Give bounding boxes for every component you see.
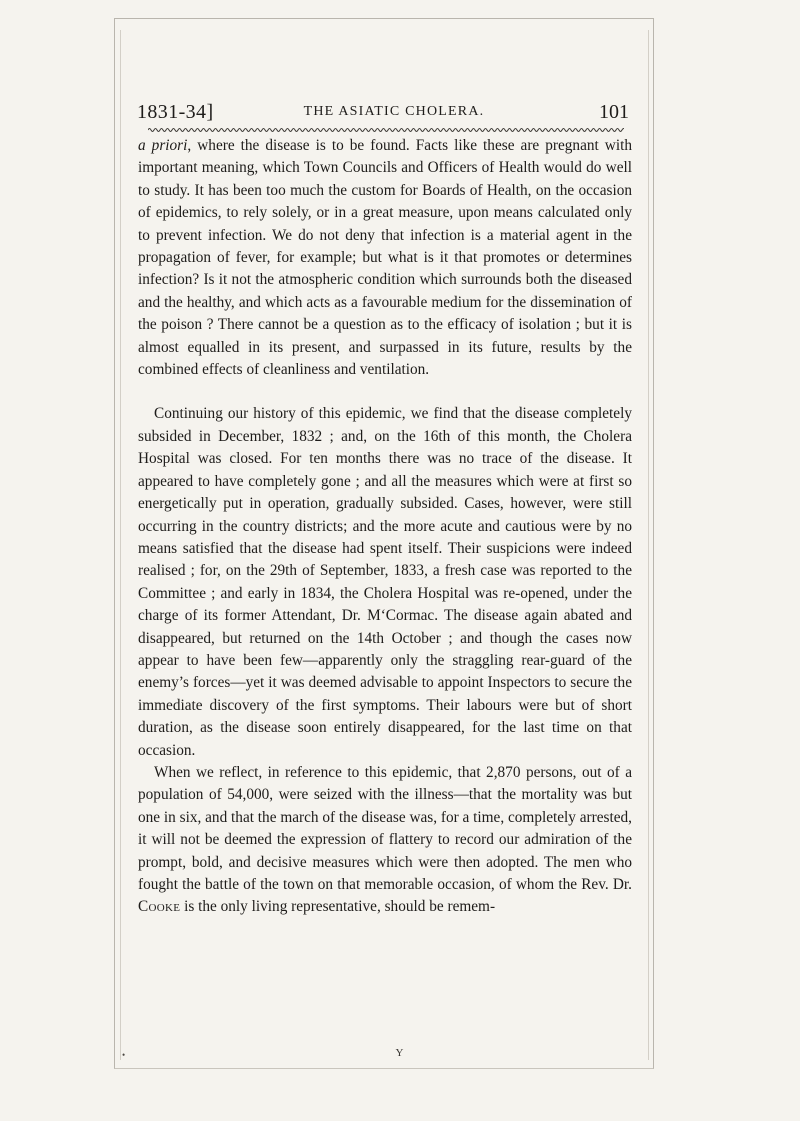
paragraph-1 [138, 135, 632, 381]
body-text [138, 135, 632, 919]
paragraph-2: Continuing our history of this epidemic, we find that the disease completely subsided in December, 1832 ; and, on the 16th of this month, the Cholera Hospital was closed. For ten months there was no trace of the disease. It appeared to have completely gone ; and all the measures which were at first so energetically put in operation, gradually subsided. Cases, however, were still occurring in the country districts; and the more acute and cautious were by no means satisfied that the disease had spent itself. Their suspicions were indeed realised ; for, on the 29th of September, 1833, a fresh case was reported to the Committee ; and early in 1834, the Cholera Hospital was re-opened, under the charge of its former Attendant, Dr. M‘Cormac. The disease again abated and disappeared, but returned on the 14th October ; and though the cases now appear to have been few—apparently only the straggling rear-guard of the enemy’s forces—yet it was deemed advisable to appoint Inspectors to secure the immediate discovery of the first symptoms. Their labours were but of short duration, as the disease soon entirely disappeared, for the last time on that occasion. [138, 405, 632, 759]
paragraph-1-italic-lead: a priori [138, 137, 188, 154]
header-wavy-rule [148, 126, 624, 134]
header-years: 1831-34] [137, 101, 214, 123]
footer-bullet: • [122, 1050, 126, 1060]
paragraph-3-text-before: When we reflect, in reference to this epidemic, that 2,870 persons, out of a population of 54,000, were seized with the illness—that the mortality was but one in six, and that the march of the disease was, for a time, completely arrested, it will not be deemed the expression of flattery to record our admiration of the prompt, bold, and decisive measures which were then adopted. The men who fought the battle of the town on that memorable occasion, of whom the Rev. Dr. [138, 763, 633, 893]
signature-mark: Y [395, 1047, 405, 1059]
margin-rule-left [120, 30, 121, 1060]
header-title: THE ASIATIC CHOLERA. [303, 104, 485, 119]
margin-rule-right [648, 30, 649, 1060]
paragraph-3-name: Cooke [138, 898, 181, 916]
paragraph-3 [138, 762, 632, 919]
page-number: 101 [599, 101, 629, 123]
paragraph-3-text-after: is the only living representative, should be remem- [180, 898, 496, 916]
paragraph-1-text: , where the disease is to be found. Facts like these are pregnant with important meaning, which Town Councils and Officers of Health would do well to study. It has been too much the custom for Boards of Health, on the occasion of epidemics, to rely solely, or in a great measure, upon means calculated only to prevent infection. We do not deny that infection is a material agent in the propagation of fever, for example; but what is it that promotes or determines infection? Is it not the atmospheric condition which surrounds both the diseased and the healthy, and which acts as a favourable medium for the dissemination of the poison ? There cannot be a question as to the efficacy of isolation ; but it is almost equalled in its present, and surpassed in its future, results by the combined effects of cleanliness and ventilation. [138, 137, 632, 379]
